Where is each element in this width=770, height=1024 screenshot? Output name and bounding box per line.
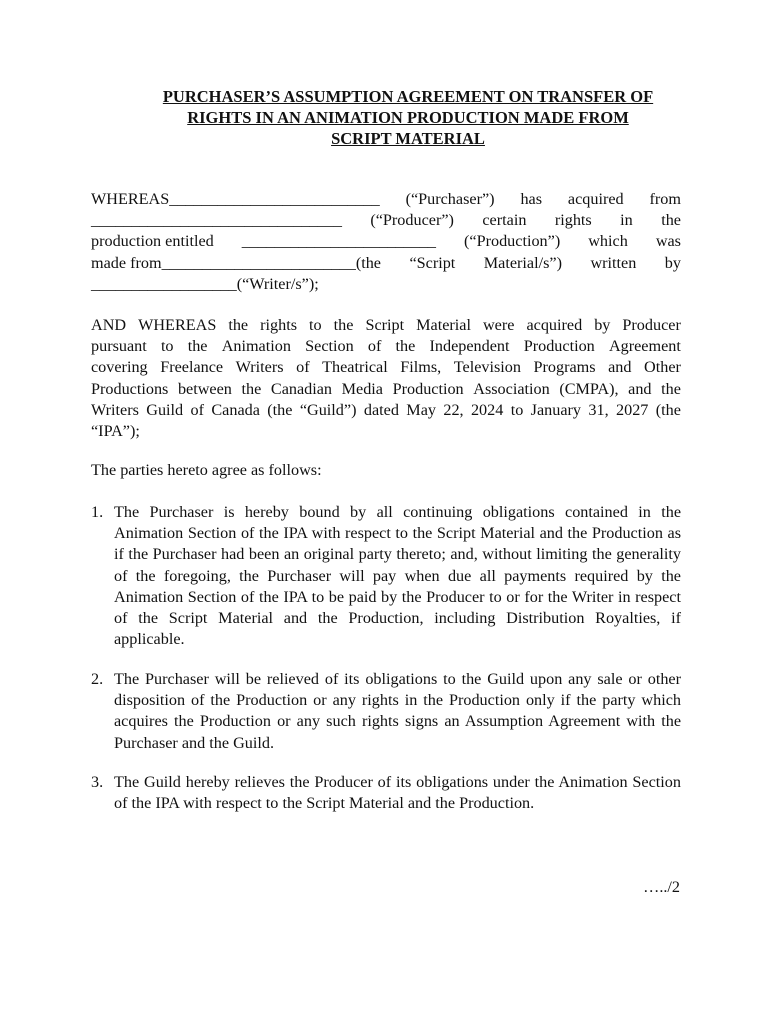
clause-1 xyxy=(91,502,681,652)
word: Television xyxy=(453,358,521,377)
word: Production xyxy=(392,379,464,398)
clause-text: The Purchaser will be relieved of its obligations to the Guild upon any sale or other disposition of the Production or any rights in the Production only if the party which acquires the Production or any such rights signs an Assumption Agreement with the Purchaser and the Guild. xyxy=(114,670,681,752)
word: to xyxy=(309,316,322,334)
paragraph-line xyxy=(91,336,681,357)
whereas-line: production entitled ________________________ (“Production”) which was xyxy=(91,231,681,252)
word: May xyxy=(406,400,436,419)
clause-number: 3. xyxy=(91,773,104,791)
word: WHEREAS xyxy=(138,316,217,334)
word: and xyxy=(628,379,652,398)
whereas-line: made from________________________(the “Script Material/s”) written by xyxy=(91,253,681,274)
word: Guild xyxy=(146,400,184,419)
word: (the xyxy=(267,400,293,419)
word: to xyxy=(510,400,524,419)
word: Material xyxy=(416,316,471,334)
word: January xyxy=(530,400,582,419)
word: AND xyxy=(91,316,127,334)
word: by xyxy=(594,316,611,334)
word: Other xyxy=(644,358,681,377)
word: and xyxy=(608,358,632,377)
word: Association xyxy=(473,379,550,398)
word: 22, xyxy=(443,400,464,419)
word: 2027 xyxy=(616,400,649,419)
paragraph-line xyxy=(91,357,681,378)
clause-3 xyxy=(91,772,681,818)
word: the xyxy=(187,337,208,356)
word: pursuant xyxy=(91,337,147,356)
paragraph-line: “IPA”); xyxy=(91,422,140,441)
writer-blank: __________________(“Writer/s”); xyxy=(91,274,319,293)
word: (the xyxy=(655,400,681,419)
word: were xyxy=(482,316,515,334)
word: Production xyxy=(523,337,595,356)
word: Programs xyxy=(533,358,596,377)
word: the xyxy=(228,316,249,334)
word: Independent xyxy=(429,337,510,356)
paragraph-line xyxy=(91,315,681,336)
and-whereas-paragraph xyxy=(91,315,681,442)
word: rights xyxy=(260,316,298,334)
word: Theatrical xyxy=(322,358,388,377)
word: “Guild”) xyxy=(299,400,357,419)
page-continuation: …../2 xyxy=(643,878,680,896)
word: 31, xyxy=(588,400,609,419)
word: the xyxy=(395,337,416,356)
clause-text: The Guild hereby relieves the Producer of its obligations under the Animation Section of the IPA with respect to the Script Material and the Production. xyxy=(114,773,681,813)
clause-text: The Purchaser is hereby bound by all continuing obligations contained in the Animation Section of the IPA with respect to the Script Material and the Production as if the Purchaser had been an original party thereto; and, without limiting the generality of the foregoing, the Purchaser will pay when due all payments required by the Animation Section of the IPA to be paid by the Producer to or for the Writer in respect of the Script Material and the Production, including Distribution Royalties, if applicable. xyxy=(114,503,681,649)
title-line: PURCHASER’S ASSUMPTION AGREEMENT ON TRANSFER OF xyxy=(162,87,654,106)
whereas-line: _______________________________ (“Producer”) certain rights in the xyxy=(91,210,681,231)
word: Productions xyxy=(91,379,169,398)
word: Writers xyxy=(235,358,284,377)
word: Films, xyxy=(400,358,442,377)
word: Media xyxy=(341,379,383,398)
paragraph-line xyxy=(91,379,681,400)
production-blank: ________________________ xyxy=(241,232,436,251)
clause-number: 1. xyxy=(91,503,104,521)
word: Agreement xyxy=(608,337,681,356)
clause-number: 2. xyxy=(91,670,104,688)
document-title xyxy=(90,86,726,149)
word: Script xyxy=(365,316,405,334)
word: of xyxy=(367,337,382,356)
word: Canada xyxy=(211,400,260,419)
title-line: SCRIPT MATERIAL xyxy=(331,129,485,148)
producer-blank: _______________________________ xyxy=(91,211,342,230)
word: Canadian xyxy=(270,379,333,398)
word: of xyxy=(296,358,310,377)
word: Animation xyxy=(221,337,291,356)
word: 2024 xyxy=(470,400,504,419)
whereas-line: WHEREAS__________________________ (“Purchaser”) has acquired from xyxy=(91,189,681,210)
parties-agree-text: The parties hereto agree as follows: xyxy=(91,461,322,479)
word: the xyxy=(241,379,262,398)
word: the xyxy=(333,316,354,334)
word: between xyxy=(177,379,232,398)
word: Producer xyxy=(622,316,681,334)
purchaser-blank: WHEREAS__________________________ xyxy=(91,190,380,208)
word: the xyxy=(661,379,681,398)
script-material-blank: made from________________________(the xyxy=(91,253,381,272)
clause-2 xyxy=(91,669,681,759)
word: acquired xyxy=(526,316,583,334)
word: Freelance xyxy=(160,358,224,377)
word: to xyxy=(160,337,174,356)
title-line: RIGHTS IN AN ANIMATION PRODUCTION MADE FROM xyxy=(187,108,629,127)
word: covering xyxy=(91,358,148,377)
word: Section xyxy=(305,337,354,356)
word: of xyxy=(190,400,204,419)
word: Writers xyxy=(91,400,139,419)
word: dated xyxy=(363,400,399,419)
word: (CMPA), xyxy=(559,379,619,398)
paragraph-line xyxy=(91,400,681,421)
whereas-paragraph xyxy=(91,189,681,295)
